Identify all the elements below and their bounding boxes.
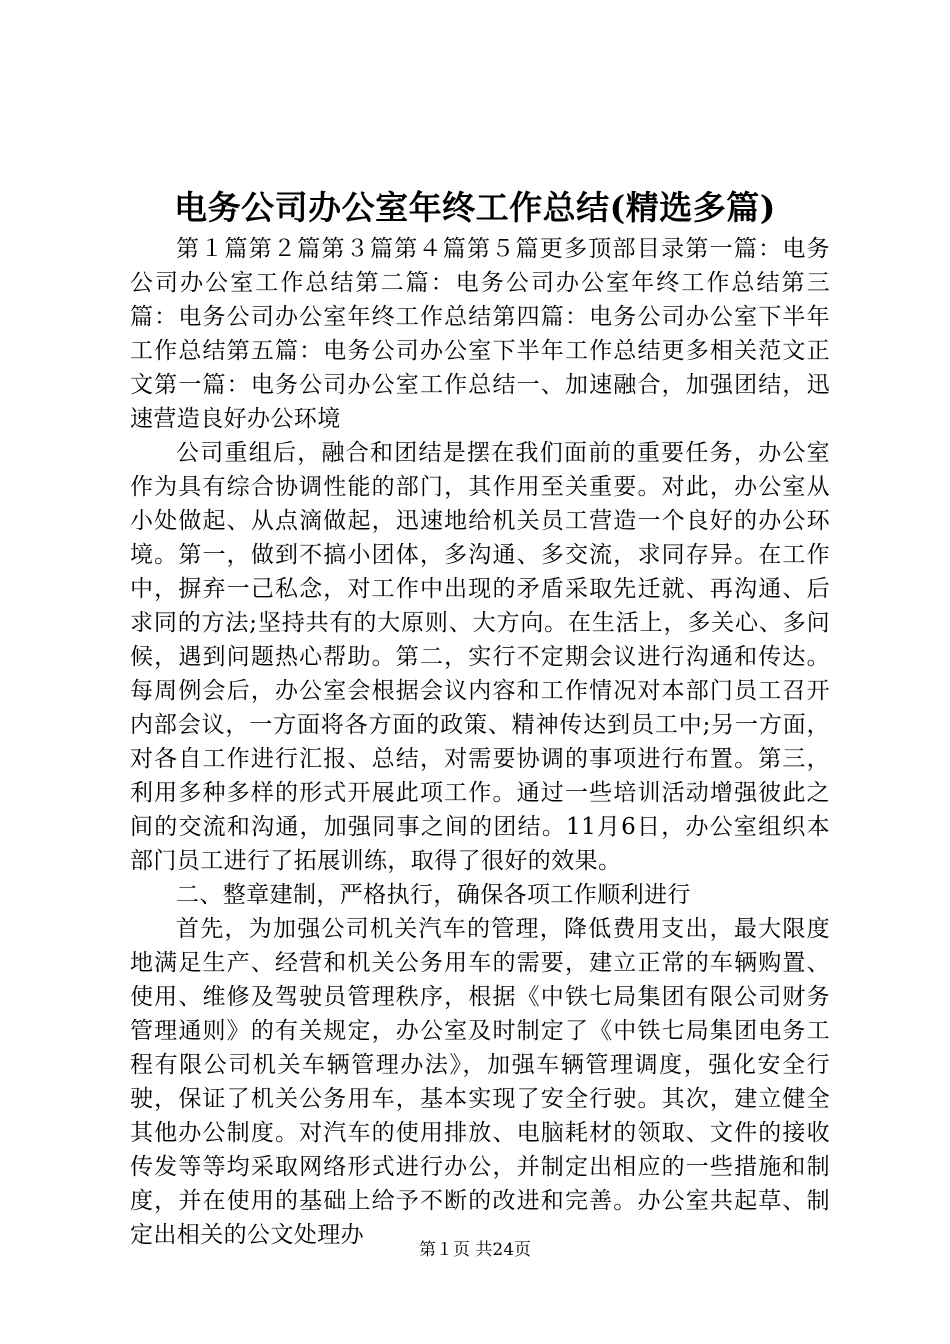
page-number-footer: 第１页 共24页 <box>418 1240 532 1260</box>
document-title: 电务公司办公室年终工作总结(精选多篇) <box>174 188 776 227</box>
section-heading: 二、整章建制，严格执行，确保各项工作顺利进行 <box>176 882 691 908</box>
document-body <box>130 232 830 1252</box>
paragraph-regulations: 首先，为加强公司机关汽车的管理，降低费用支出，最大限度地满足生产、经营和机关公务用车的需要，建立正常的车辆购置、使用、维修及驾驶员管理秩序，根据《中铁七局集团有限公司财务管理通则》的有关规定，办公室及时制定了《中铁七局集团电务工程有限公司机关车辆管理办法》，加强车辆管理调度，强化安全行驶，保证了机关公务用车，基本实现了安全行驶。其次，建立健全其他办公制度。对汽车的使用排放、电脑耗材的领取、文件的接收传发等等均采取网络形式进行办公，并制定出相应的一些措施和制度，并在使用的基础上给予不断的改进和完善。办公室共起草、制定出相关的公文处理办 <box>130 916 830 1248</box>
paragraph-integration: 公司重组后，融合和团结是摆在我们面前的重要任务，办公室作为具有综合协调性能的部门，其作用至关重要。对此，办公室从小处做起、从点滴做起，迅速地给机关员工营造一个良好的办公环境。第一，做到不搞小团体，多沟通、多交流，求同存异。在工作中，摒弃一己私念，对工作中出现的矛盾采取先迁就、再沟通、后求同的方法;坚持共有的大原则、大方向。在生活上，多关心、多问候，遇到问题热心帮助。第二，实行不定期会议进行沟通和传达。每周例会后，办公室会根据会议内容和工作情况对本部门员工召开内部会议，一方面将各方面的政策、精神传达到员工中;另一方面，对各自工作进行汇报、总结，对需要协调的事项进行布置。第三，利用多种多样的形式开展此项工作。通过一些培训活动增强彼此之间的交流和沟通，加强同事之间的团结。11月6日，办公室组织本部门员工进行了拓展训练，取得了很好的效果。 <box>130 440 830 874</box>
paragraph-table-of-contents: 第１篇第２篇第３篇第４篇第５篇更多顶部目录第一篇：电务公司办公室工作总结第二篇：电务公司办公室年终工作总结第三篇：电务公司办公室年终工作总结第四篇：电务公司办公室下半年工作总结第五篇：电务公司办公室下半年工作总结更多相关范文正文第一篇：电务公司办公室工作总结一、加速融合，加强团结，迅速营造良好办公环境 <box>130 236 830 432</box>
